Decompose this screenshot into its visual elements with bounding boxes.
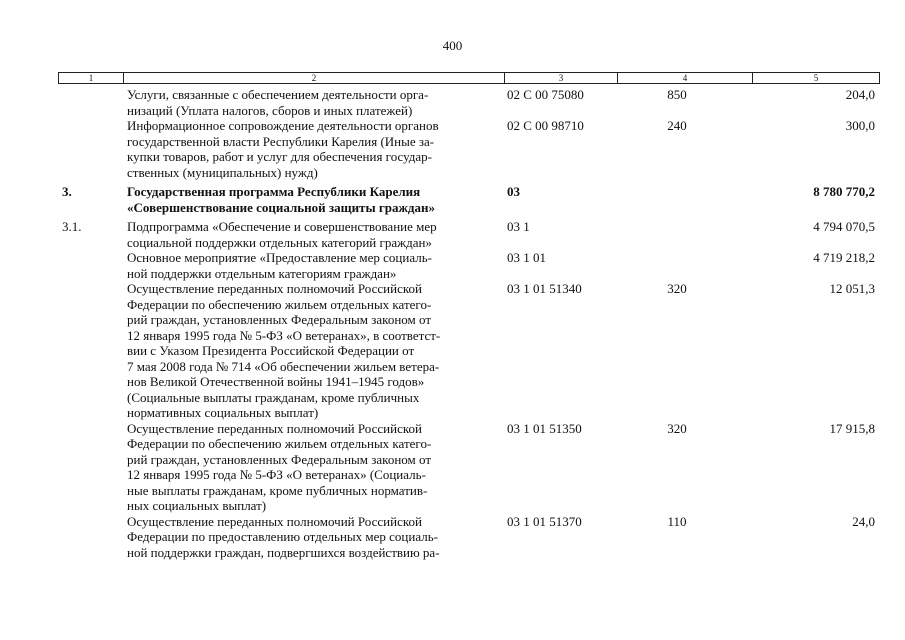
table-row — [0, 250, 905, 281]
row-expense-type — [642, 215, 712, 219]
row-amount: 4 794 070,5 — [813, 219, 875, 234]
table-row — [0, 215, 905, 250]
row-code: 03 1 01 — [507, 250, 546, 265]
row-expense-type — [642, 180, 712, 184]
row-amount: 4 719 218,2 — [813, 250, 875, 265]
column-header-5: 5 — [813, 73, 819, 83]
row-name: Государственная программа Республики Карелия «Совершенствование социальной защиты граждан» — [127, 184, 435, 215]
table-row — [0, 421, 905, 514]
budget-table — [0, 87, 905, 560]
row-code: 03 1 01 51370 — [507, 513, 582, 529]
row-expense-type: 320 — [667, 420, 687, 436]
row-code: 03 1 — [507, 219, 530, 234]
table-row — [0, 118, 905, 180]
row-code: 03 1 01 51350 — [507, 420, 582, 436]
row-expense-type: 110 — [667, 513, 687, 529]
row-amount: 204,0 — [845, 87, 875, 102]
column-header-3: 3 — [505, 73, 618, 83]
row-amount: 8 780 770,2 — [813, 184, 875, 199]
row-name: Услуги, связанные с обеспечением деятельности орга- низаций (Уплата налогов, сборов и иных платежей) — [127, 87, 429, 118]
table-row — [0, 514, 905, 561]
row-number: 3.1. — [62, 219, 82, 234]
table-row — [0, 87, 905, 118]
column-header-4: 4 — [618, 73, 753, 83]
row-code: 03 1 01 51340 — [507, 281, 582, 296]
row-amount: 300,0 — [845, 118, 875, 133]
row-amount: 24,0 — [852, 513, 875, 529]
row-amount: 17 915,8 — [829, 420, 875, 436]
row-name: Осуществление переданных полномочий Российской Федерации по обеспечению жильем отдельных катего- рий граждан, установленных Федеральным законом от 12 января 1995 года № 5-ФЗ «О ветеранах», в соответст- вии с Указом Президента Российской Федерации от 7 мая 2008 года № 714 «Об обеспечении жильем ветера- нов Великой Отечественной войны 1941–1945 годов» (Социальные выплаты гражданам, кроме публичных нормативных социальных выплат) — [127, 281, 441, 420]
row-code: 02 С 00 98710 — [507, 118, 584, 133]
table-row — [0, 281, 905, 421]
row-amount: 12 051,3 — [829, 281, 875, 296]
row-name: Осуществление переданных полномочий Российской Федерации по обеспечению жильем отдельных катего- рий граждан, установленных Федеральным законом от 12 января 1995 года № 5-ФЗ «О ветеранах» (Социаль- ные выплаты гражданам, кроме публичных норматив- ных социальных выплат) — [127, 420, 432, 513]
row-name: Основное мероприятие «Предоставление мер социаль- ной поддержки отдельным категориям граждан» — [127, 250, 432, 281]
column-header-1: 1 — [59, 73, 124, 83]
row-code: 03 — [507, 184, 520, 199]
column-header-2: 2 — [124, 73, 505, 83]
row-number: 3. — [62, 184, 72, 199]
row-expense-type: 850 — [667, 87, 687, 102]
row-name: Подпрограмма «Обеспечение и совершенствование мер социальной поддержки отдельных категорий граждан» — [127, 219, 437, 250]
row-name: Осуществление переданных полномочий Российской Федерации по предоставлению отдельных мер социаль- ной поддержки граждан, подвергшихся воздействию ра- — [127, 513, 440, 560]
row-code: 02 С 00 75080 — [507, 87, 584, 102]
table-row — [0, 180, 905, 215]
row-expense-type: 320 — [667, 281, 687, 296]
table-column-header-row — [58, 72, 880, 84]
page-number: 400 — [442, 38, 463, 53]
row-name: Информационное сопровождение деятельности органов государственной власти Республики Карелия (Иные за- купки товаров, работ и услуг для обеспечения государ- ственных (муниципальных) нужд) — [127, 118, 439, 180]
row-expense-type: 240 — [667, 118, 687, 133]
